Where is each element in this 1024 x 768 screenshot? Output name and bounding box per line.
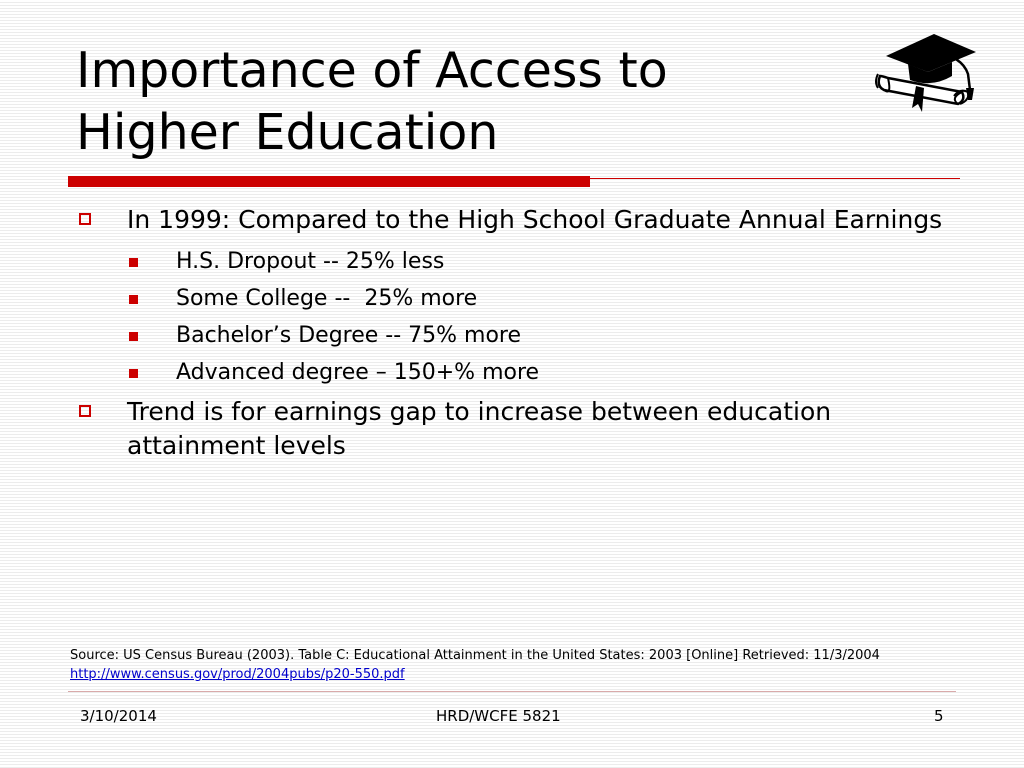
bullet-item [76,395,956,463]
slide-title [76,40,836,164]
hollow-square-bullet-icon [79,405,91,417]
sub-bullet-text: H.S. Dropout -- 25% less [176,249,445,274]
sub-bullet-text: Bachelor’s Degree -- 75% more [176,323,522,348]
footer-divider [68,691,956,692]
footer-page-number: 5 [934,707,944,725]
footer-course: HRD/WCFE 5821 [436,707,561,725]
source-citation [70,646,930,684]
title-divider-thin [590,178,960,179]
footer-date: 3/10/2014 [80,707,157,725]
bullet-item [76,203,956,237]
sub-bullet-text: Advanced degree – 150+% more [176,360,540,385]
bullet-text: Trend is for earnings gap to increase between education attainment levels [127,397,832,460]
sub-bullet-text: Some College -- 25% more [176,286,478,311]
hollow-square-bullet-icon [79,213,91,225]
graduation-cap-icon [872,26,984,118]
sub-bullet-item [76,317,956,354]
filled-square-bullet-icon [129,295,138,304]
bullet-content [76,203,956,469]
filled-square-bullet-icon [129,258,138,267]
source-link[interactable]: http://www.census.gov/prod/2004pubs/p20-550.pdf [70,667,405,682]
sub-bullet-item [76,243,956,280]
title-divider-thick [68,176,590,187]
bullet-text: In 1999: Compared to the High School Graduate Annual Earnings [127,205,943,234]
source-text: Source: US Census Bureau (2003). Table C: Educational Attainment in the United States: 2003 [Online] Retrieved: 11/3/2004 [70,648,880,663]
title-divider [68,174,960,188]
filled-square-bullet-icon [129,369,138,378]
sub-bullet-item [76,354,956,391]
slide-title-line-2: Higher Education [76,104,499,161]
slide-title-line-1: Importance of Access to [76,42,668,99]
sub-bullet-list [76,243,956,391]
filled-square-bullet-icon [129,332,138,341]
sub-bullet-item [76,280,956,317]
